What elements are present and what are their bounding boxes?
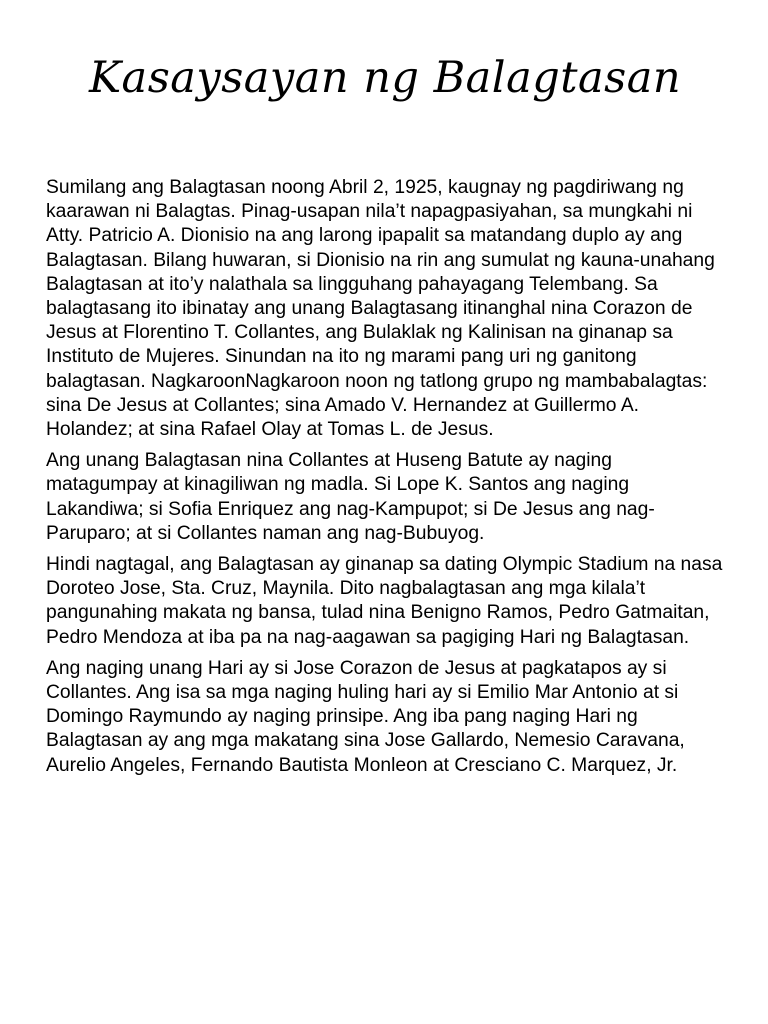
- document-title: Kasaysayan ng Balagtasan: [88, 53, 682, 103]
- paragraph-4: Ang naging unang Hari ay si Jose Corazon de Jesus at pagkatapos ay si Collantes. Ang isa sa mga naging huling hari ay si Emilio Mar Antonio at si Domingo Raymundo ay naging prinsipe. Ang iba pang naging Hari ng Balagtasan ay ang mga makatang sina Jose Gallardo, Nemesio Caravana, Aurelio Angeles, Fernando Bautista Monleon at Cresciano C. Marquez, Jr.: [46, 657, 685, 776]
- paragraph-2: Ang unang Balagtasan nina Collantes at Huseng Batute ay naging matagumpay at kinagiliwan ng madla. Si Lope K. Santos ang naging Lakandiwa; si Sofia Enriquez ang nag-Kampupot; si De Jesus ang nag-Paruparo; at si Collantes naman ang nag-Bubuyog.: [46, 450, 655, 544]
- paragraph-3: Hindi nagtagal, ang Balagtasan ay ginanap sa dating Olympic Stadium na nasa Doroteo Jose, Sta. Cruz, Maynila. Dito nagbalagtasan ang mga kilala’t pangunahing makata ng bansa, tulad nina Benigno Ramos, Pedro Gatmaitan, Pedro Mendoza at iba pa na nag-aagawan sa pagiging Hari ng Balagtasan.: [46, 554, 723, 648]
- paragraph-1: Sumilang ang Balagtasan noong Abril 2, 1925, kaugnay ng pagdiriwang ng kaarawan ni Balagtas. Pinag-usapan nila’t napagpasiyahan, sa mungkahi ni Atty. Patricio A. Dionisio na ang larong ipapalit sa matandang duplo ay ang Balagtasan. Bilang huwaran, si Dionisio na rin ang sumulat ng kauna-unahang Balagtasan at ito’y nalathala sa lingguhang pahayagang Telembang. Sa balagtasang ito ibinatay ang unang Balagtasang itinanghal nina Corazon de Jesus at Florentino T. Collantes, ang Bulaklak ng Kalinisan na ginanap sa Instituto de Mujeres. Sinundan na ito ng marami pang uri ng ganitong balagtasan. NagkaroonNagkaroon noon ng tatlong grupo ng mambabalagtas: sina De Jesus at Collantes; sina Amado V. Hernandez at Guillermo A. Holandez; at sina Rafael Olay at Tomas L. de Jesus.: [46, 177, 715, 441]
- document-body: [46, 176, 724, 778]
